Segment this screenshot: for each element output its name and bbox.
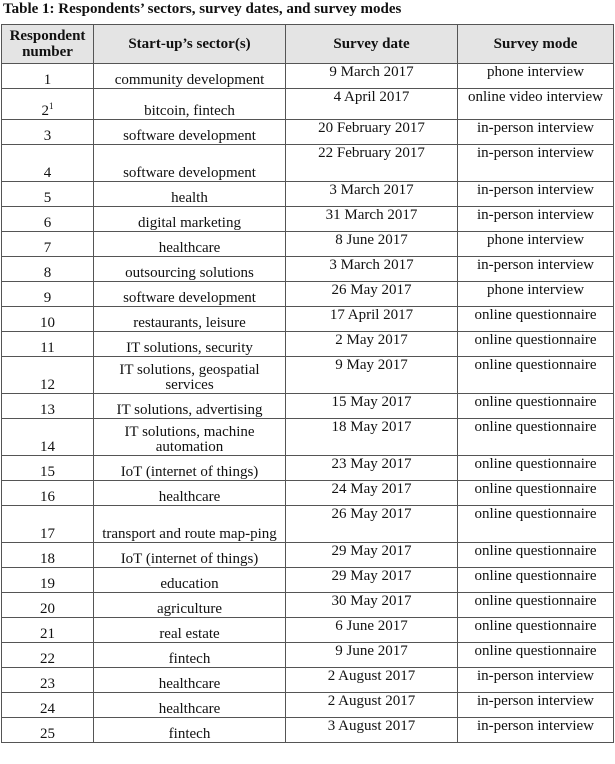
table-row: [2, 543, 614, 568]
survey-date-cell: 22 February 2017: [286, 145, 458, 182]
respondent-number-cell: [2, 593, 94, 618]
respondent-number-cell: [2, 282, 94, 307]
survey-date-cell: 4 April 2017: [286, 89, 458, 120]
respondent-number-cell: [2, 257, 94, 282]
table-row: [2, 718, 614, 743]
table-row: [2, 643, 614, 668]
respondent-number-cell: [2, 419, 94, 456]
table-row: [2, 207, 614, 232]
survey-date-cell: 2 August 2017: [286, 668, 458, 693]
respondents-table: [1, 24, 614, 743]
respondent-number-cell: [2, 357, 94, 394]
survey-mode-cell: online questionnaire: [458, 618, 614, 643]
respondent-number: 7: [43, 240, 52, 256]
respondent-number-cell: [2, 207, 94, 232]
survey-mode-cell: online questionnaire: [458, 394, 614, 419]
table-row: [2, 593, 614, 618]
table-row: [2, 332, 614, 357]
survey-date-cell: 3 March 2017: [286, 257, 458, 282]
sector-cell: outsourcing solutions: [94, 257, 286, 282]
sector-cell: restaurants, leisure: [94, 307, 286, 332]
survey-date-cell: 6 June 2017: [286, 618, 458, 643]
survey-date-cell: 9 June 2017: [286, 643, 458, 668]
survey-date-cell: 30 May 2017: [286, 593, 458, 618]
survey-mode-cell: online questionnaire: [458, 593, 614, 618]
respondent-number: 10: [40, 315, 55, 331]
sector-cell: healthcare: [94, 232, 286, 257]
survey-mode-cell: in-person interview: [458, 668, 614, 693]
table-row: [2, 693, 614, 718]
table-row: [2, 394, 614, 419]
survey-mode-cell: in-person interview: [458, 182, 614, 207]
table-row: [2, 568, 614, 593]
respondent-number: 12: [40, 377, 55, 393]
survey-date-cell: 9 May 2017: [286, 357, 458, 394]
header-sector: Start-up’s sector(s): [94, 25, 286, 64]
respondent-number-cell: [2, 394, 94, 419]
survey-date-cell: 3 August 2017: [286, 718, 458, 743]
survey-mode-cell: in-person interview: [458, 207, 614, 232]
respondent-number: 22: [40, 651, 55, 667]
table-row: [2, 120, 614, 145]
respondent-number: 18: [40, 551, 55, 567]
respondent-number-cell: [2, 456, 94, 481]
sector-cell: fintech: [94, 643, 286, 668]
respondent-number-cell: [2, 307, 94, 332]
respondent-number-cell: [2, 332, 94, 357]
respondent-number-cell: [2, 506, 94, 543]
table-row: [2, 618, 614, 643]
survey-date-cell: 15 May 2017: [286, 394, 458, 419]
survey-date-cell: 26 May 2017: [286, 506, 458, 543]
survey-mode-cell: online questionnaire: [458, 543, 614, 568]
respondent-number: 2: [41, 103, 49, 119]
sector-cell: IT solutions, machine automation: [94, 419, 286, 456]
respondent-number-cell: [2, 718, 94, 743]
respondent-number-cell: [2, 543, 94, 568]
survey-date-cell: 2 August 2017: [286, 693, 458, 718]
survey-mode-cell: online questionnaire: [458, 419, 614, 456]
respondent-number-cell: [2, 120, 94, 145]
respondent-number: 9: [43, 290, 52, 306]
table-row: [2, 232, 614, 257]
table-row: [2, 668, 614, 693]
respondent-number: 5: [43, 190, 52, 206]
survey-mode-cell: in-person interview: [458, 145, 614, 182]
respondent-number: 24: [40, 701, 55, 717]
survey-date-cell: 20 February 2017: [286, 120, 458, 145]
survey-mode-cell: online questionnaire: [458, 643, 614, 668]
survey-date-cell: 31 March 2017: [286, 207, 458, 232]
survey-date-cell: 29 May 2017: [286, 568, 458, 593]
table-row: [2, 89, 614, 120]
survey-mode-cell: online questionnaire: [458, 568, 614, 593]
survey-mode-cell: online questionnaire: [458, 481, 614, 506]
survey-date-cell: 24 May 2017: [286, 481, 458, 506]
sector-cell: healthcare: [94, 668, 286, 693]
sector-cell: community development: [94, 64, 286, 89]
survey-mode-cell: online questionnaire: [458, 506, 614, 543]
respondent-number: 23: [40, 676, 55, 692]
respondent-number: 21: [40, 626, 55, 642]
respondent-number: 8: [43, 265, 52, 281]
respondent-number-cell: [2, 145, 94, 182]
survey-date-cell: 29 May 2017: [286, 543, 458, 568]
respondent-number-cell: [2, 481, 94, 506]
sector-cell: software development: [94, 282, 286, 307]
sector-cell: IT solutions, security: [94, 332, 286, 357]
survey-date-cell: 9 March 2017: [286, 64, 458, 89]
table-row: [2, 419, 614, 456]
survey-mode-cell: online questionnaire: [458, 332, 614, 357]
respondent-number-cell: [2, 618, 94, 643]
survey-mode-cell: in-person interview: [458, 718, 614, 743]
sector-cell: transport and route map-ping: [94, 506, 286, 543]
respondent-number: 15: [40, 464, 55, 480]
table-row: [2, 481, 614, 506]
sector-cell: IoT (internet of things): [94, 456, 286, 481]
table-row: [2, 282, 614, 307]
respondent-number: 14: [40, 439, 55, 455]
respondent-number-cell: [2, 64, 94, 89]
survey-date-cell: 3 March 2017: [286, 182, 458, 207]
sector-cell: healthcare: [94, 693, 286, 718]
respondent-number: 11: [40, 340, 55, 356]
table-row: [2, 456, 614, 481]
table-row: [2, 307, 614, 332]
respondent-number-cell: [2, 693, 94, 718]
survey-mode-cell: phone interview: [458, 232, 614, 257]
respondent-number-cell: [2, 182, 94, 207]
footnote-marker: 1: [49, 101, 54, 111]
respondent-number-cell: [2, 89, 94, 120]
sector-cell: health: [94, 182, 286, 207]
survey-date-cell: 26 May 2017: [286, 282, 458, 307]
respondent-number: 19: [40, 576, 55, 592]
sector-cell: digital marketing: [94, 207, 286, 232]
survey-date-cell: 17 April 2017: [286, 307, 458, 332]
sector-cell: agriculture: [94, 593, 286, 618]
survey-mode-cell: in-person interview: [458, 693, 614, 718]
respondent-number-cell: [2, 232, 94, 257]
respondent-number-cell: [2, 568, 94, 593]
survey-date-cell: 23 May 2017: [286, 456, 458, 481]
respondent-number: 13: [40, 402, 55, 418]
respondent-number-cell: [2, 643, 94, 668]
respondent-number: 20: [40, 601, 55, 617]
table-row: [2, 145, 614, 182]
sector-cell: education: [94, 568, 286, 593]
header-respondent-number: Respondent number: [2, 25, 94, 64]
survey-mode-cell: in-person interview: [458, 120, 614, 145]
table-row: [2, 64, 614, 89]
respondent-number: 3: [43, 128, 52, 144]
survey-mode-cell: online questionnaire: [458, 357, 614, 394]
respondent-number: 4: [43, 165, 52, 181]
sector-cell: IoT (internet of things): [94, 543, 286, 568]
respondent-number: 25: [40, 726, 55, 742]
survey-date-cell: 18 May 2017: [286, 419, 458, 456]
table-row: [2, 182, 614, 207]
table-header-row: [2, 25, 614, 64]
respondent-number-cell: [2, 668, 94, 693]
respondent-number: 6: [43, 215, 52, 231]
survey-date-cell: 8 June 2017: [286, 232, 458, 257]
table-caption: Table 1: Respondents’ sectors, survey dates, and survey modes: [3, 1, 402, 17]
sector-cell: fintech: [94, 718, 286, 743]
sector-cell: software development: [94, 120, 286, 145]
sector-cell: healthcare: [94, 481, 286, 506]
table-row: [2, 357, 614, 394]
header-survey-mode: Survey mode: [458, 25, 614, 64]
survey-mode-cell: online video interview: [458, 89, 614, 120]
survey-mode-cell: online questionnaire: [458, 456, 614, 481]
table-row: [2, 506, 614, 543]
respondent-number: 16: [40, 489, 55, 505]
respondent-number: 17: [40, 526, 55, 542]
sector-cell: IT solutions, geospatial services: [94, 357, 286, 394]
header-survey-date: Survey date: [286, 25, 458, 64]
table-row: [2, 257, 614, 282]
sector-cell: IT solutions, advertising: [94, 394, 286, 419]
respondent-number: 1: [43, 72, 52, 88]
survey-mode-cell: phone interview: [458, 64, 614, 89]
sector-cell: software development: [94, 145, 286, 182]
survey-mode-cell: in-person interview: [458, 257, 614, 282]
survey-mode-cell: online questionnaire: [458, 307, 614, 332]
survey-mode-cell: phone interview: [458, 282, 614, 307]
sector-cell: bitcoin, fintech: [94, 89, 286, 120]
sector-cell: real estate: [94, 618, 286, 643]
survey-date-cell: 2 May 2017: [286, 332, 458, 357]
